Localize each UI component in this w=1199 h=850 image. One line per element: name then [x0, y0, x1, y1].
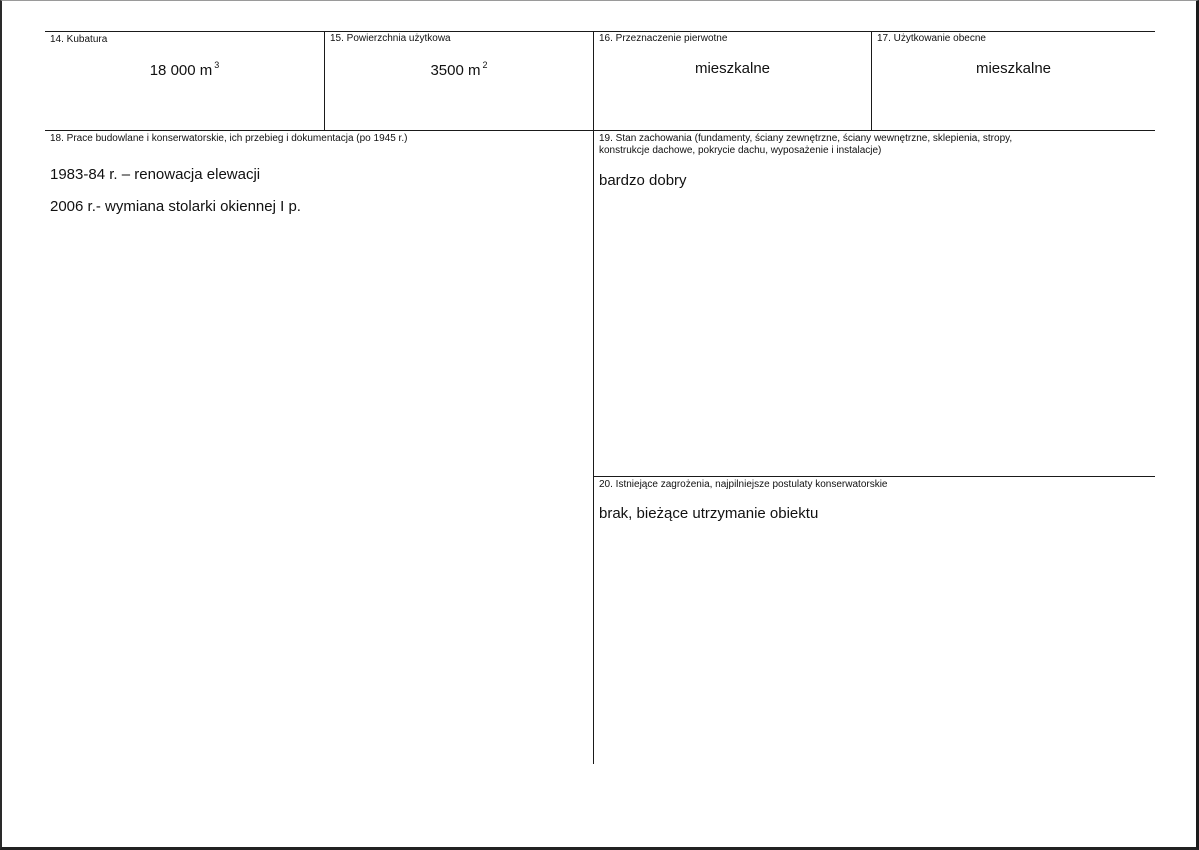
divider-main-vertical: [593, 31, 594, 764]
field-19-value: bardzo dobry: [599, 172, 687, 189]
divider-16-17: [871, 31, 872, 130]
field-15-value-sup: 2: [482, 60, 488, 70]
field-20-value: brak, bieżące utrzymanie obiektu: [599, 505, 819, 522]
field-16-label: 16. Przeznaczenie pierwotne: [599, 33, 728, 44]
field-18-entry-2: 2006 r.- wymiana stolarki okiennej I p.: [50, 198, 301, 215]
field-18-label: 18. Prace budowlane i konserwatorskie, ich przebieg i dokumentacja (po 1945 r.): [50, 133, 408, 144]
field-17-value: mieszkalne: [975, 60, 1052, 77]
row-rule-18-19: [45, 130, 1155, 131]
field-15-label: 15. Powierzchnia użytkowa: [330, 33, 451, 44]
field-14-value-text: 18 000 m: [149, 62, 213, 79]
field-19-label-line2: konstrukcje dachowe, pokrycie dachu, wyposażenie i instalacje): [599, 145, 882, 156]
field-16-value: mieszkalne: [694, 60, 771, 77]
field-19-label-line1: 19. Stan zachowania (fundamenty, ściany zewnętrzne, ściany wewnętrzne, sklepienia, stropy,: [599, 133, 1013, 144]
row-rule-20: [593, 476, 1155, 477]
field-18-entry-1: 1983-84 r. – renowacja elewacji: [50, 166, 261, 183]
field-15-value: [325, 60, 593, 79]
field-14-label: 14. Kubatura: [50, 34, 108, 45]
field-14-value-sup: 3: [214, 60, 220, 70]
field-20-label: 20. Istniejące zagrożenia, najpilniejsze postulaty konserwatorskie: [599, 479, 888, 490]
field-17-label: 17. Użytkowanie obecne: [877, 33, 986, 44]
top-rule: [45, 31, 1155, 32]
field-15-value-text: 3500 m: [430, 62, 481, 79]
divider-14-15: [324, 31, 325, 130]
field-14-value: [45, 60, 324, 79]
